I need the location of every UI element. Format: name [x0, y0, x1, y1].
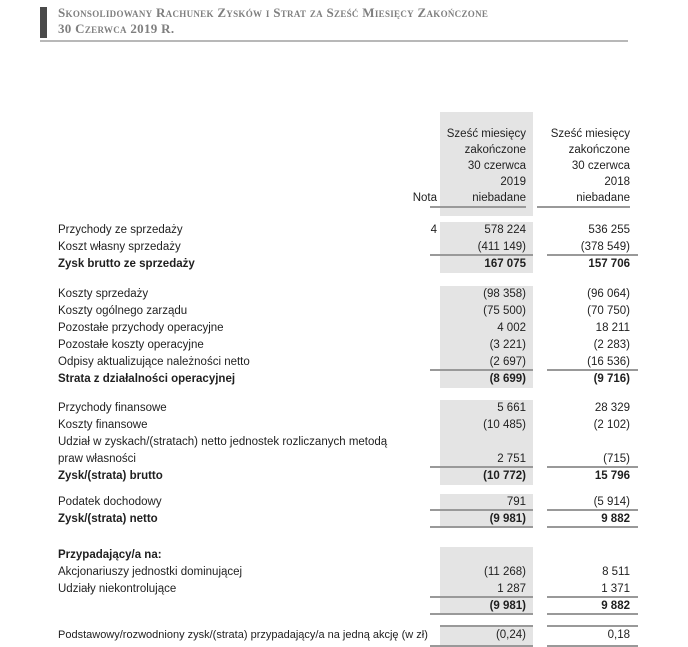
table-row	[58, 547, 680, 564]
table-row	[58, 371, 680, 388]
row-value-2019: (9 981)	[440, 598, 533, 615]
row-nota	[410, 337, 437, 354]
table-row	[58, 434, 680, 451]
row-value-2018: 8 511	[602, 566, 630, 578]
row-label: Udział w zyskach/(stratach) netto jednostek rozliczanych metodą	[58, 436, 388, 448]
row-value-2018: 1 371	[547, 581, 638, 598]
table-row	[58, 581, 680, 598]
table-row	[58, 417, 680, 434]
header-2018-line: niebadane	[576, 192, 630, 204]
header-2018-line: zakończone	[568, 144, 630, 156]
header-2019-line: 30 czerwca 2019	[467, 160, 526, 188]
table-row	[58, 511, 680, 528]
table-row	[58, 451, 680, 468]
page-title-line1: Skonsolidowany Rachunek Zysków i Strat za Sześć Miesięcy Zakończone	[58, 5, 489, 20]
row-label: Zysk/(strata) netto	[58, 513, 158, 525]
row-value-2018: (378 549)	[547, 239, 638, 256]
header-2019-line: Sześć miesięcy	[446, 128, 526, 140]
table-row	[58, 239, 680, 256]
row-label: Koszty finansowe	[58, 419, 148, 431]
section-gap	[58, 485, 680, 494]
row-value-2018: 536 255	[588, 224, 630, 236]
row-value-2018: (16 536)	[547, 354, 638, 371]
row-value-2019: (8 699)	[440, 371, 533, 388]
row-label: Przypadający/a na:	[58, 549, 162, 561]
row-value-2019: (11 268)	[440, 564, 533, 581]
row-label: Strata z działalności operacyjnej	[58, 373, 236, 385]
row-value-2019: (98 358)	[440, 286, 533, 303]
table-row	[58, 222, 680, 239]
row-nota	[410, 468, 437, 485]
row-label: Pozostałe koszty operacyjne	[58, 339, 204, 351]
row-value-2018	[547, 434, 638, 451]
row-value-2019: (75 500)	[440, 303, 533, 320]
row-value-2018: (5 914)	[547, 494, 638, 511]
row-value-2019: 5 661	[440, 400, 533, 417]
row-value-2018: 0,18	[547, 625, 638, 647]
table-row	[58, 286, 680, 303]
row-value-2019: (2 697)	[440, 354, 533, 371]
row-label: Podstawowy/rozwodniony zysk/(strata) przypadający/a na jedną akcję (w zł)	[58, 629, 428, 641]
row-label: praw własności	[58, 453, 136, 465]
section-gap	[58, 273, 680, 286]
row-value-2018: (9 716)	[593, 373, 630, 385]
table-row	[58, 303, 680, 320]
row-label: Zysk/(strata) brutto	[58, 470, 163, 482]
row-value-2018: 9 882	[547, 598, 638, 615]
row-label: Koszty sprzedaży	[58, 288, 149, 300]
row-value-2019: (0,24)	[440, 625, 533, 647]
table-row	[58, 598, 680, 615]
row-nota	[410, 303, 437, 320]
row-label: Przychody finansowe	[58, 402, 167, 414]
row-nota	[410, 286, 437, 303]
row-value-2018	[547, 547, 638, 564]
row-value-2018: 157 706	[588, 258, 630, 270]
table-row	[58, 564, 680, 581]
table-rows	[58, 222, 680, 647]
row-value-2018: 18 211	[595, 322, 630, 334]
row-nota	[410, 547, 437, 564]
table-row	[58, 494, 680, 511]
title-accent-bar	[40, 7, 47, 38]
row-value-2019: 791	[440, 494, 533, 511]
row-value-2018: 28 329	[594, 402, 630, 414]
table-row	[58, 320, 680, 337]
table-row	[58, 468, 680, 485]
section-gap	[58, 528, 680, 547]
row-label: Koszt własny sprzedaży	[58, 241, 181, 253]
header-nota-label: Nota	[412, 192, 437, 204]
row-value-2019: (10 772)	[440, 468, 533, 485]
row-nota	[410, 256, 437, 273]
row-value-2018: (96 064)	[587, 288, 630, 300]
header-col-2019	[440, 112, 533, 216]
report-title-block	[40, 5, 628, 42]
row-nota	[410, 434, 437, 451]
row-value-2019: 4 002	[440, 320, 533, 337]
row-label: Podatek dochodowy	[58, 496, 162, 508]
table-row	[58, 354, 680, 371]
header-2018-line: Sześć miesięcy	[550, 128, 630, 140]
row-value-2019: 167 075	[440, 256, 533, 273]
row-value-2019: (10 485)	[440, 417, 533, 434]
row-value-2019: (3 221)	[440, 337, 533, 354]
row-value-2018: 15 796	[594, 470, 630, 482]
row-value-2019: (9 981)	[440, 511, 533, 528]
row-label: Odpisy aktualizujące należności netto	[58, 356, 250, 368]
row-value-2019: 578 224	[440, 222, 533, 239]
header-2019-line: zakończone	[464, 144, 526, 156]
row-value-2019: 1 287	[440, 581, 533, 598]
row-nota	[410, 564, 437, 581]
row-label: Akcjonariuszy jednostki dominującej	[58, 566, 243, 578]
row-value-2019: (411 149)	[440, 239, 533, 256]
row-label: Koszty ogólnego zarządu	[58, 305, 188, 317]
page-title	[58, 5, 628, 37]
income-statement-table	[58, 112, 680, 647]
section-gap	[58, 615, 680, 625]
row-label: Udziały niekontrolujące	[58, 583, 177, 595]
row-label: Przychody ze sprzedaży	[58, 224, 183, 236]
row-nota: 4	[430, 224, 437, 236]
row-value-2018: 9 882	[547, 511, 638, 528]
row-label	[58, 598, 410, 615]
table-row	[58, 625, 680, 647]
row-value-2018: (70 750)	[587, 305, 630, 317]
table-row	[58, 256, 680, 273]
header-2019-line: niebadane	[472, 192, 526, 204]
row-value-2019	[440, 434, 533, 451]
header-col-2018	[547, 112, 638, 216]
table-header	[58, 112, 680, 216]
row-value-2018: (2 283)	[593, 339, 630, 351]
row-nota	[410, 320, 437, 337]
row-value-2018: (715)	[547, 451, 638, 468]
section-gap	[58, 388, 680, 400]
table-row	[58, 337, 680, 354]
row-label: Pozostałe przychody operacyjne	[58, 322, 224, 334]
row-value-2019: 2 751	[440, 451, 533, 468]
row-nota	[410, 371, 437, 388]
row-nota	[410, 417, 437, 434]
row-value-2019	[440, 547, 533, 564]
row-value-2018: (2 102)	[593, 419, 630, 431]
header-2018-line: 30 czerwca 2018	[571, 160, 630, 188]
row-label: Zysk brutto ze sprzedaży	[58, 258, 195, 270]
row-nota	[410, 400, 437, 417]
page-title-line2: 30 Czerwca 2019 R.	[58, 21, 175, 36]
table-row	[58, 400, 680, 417]
